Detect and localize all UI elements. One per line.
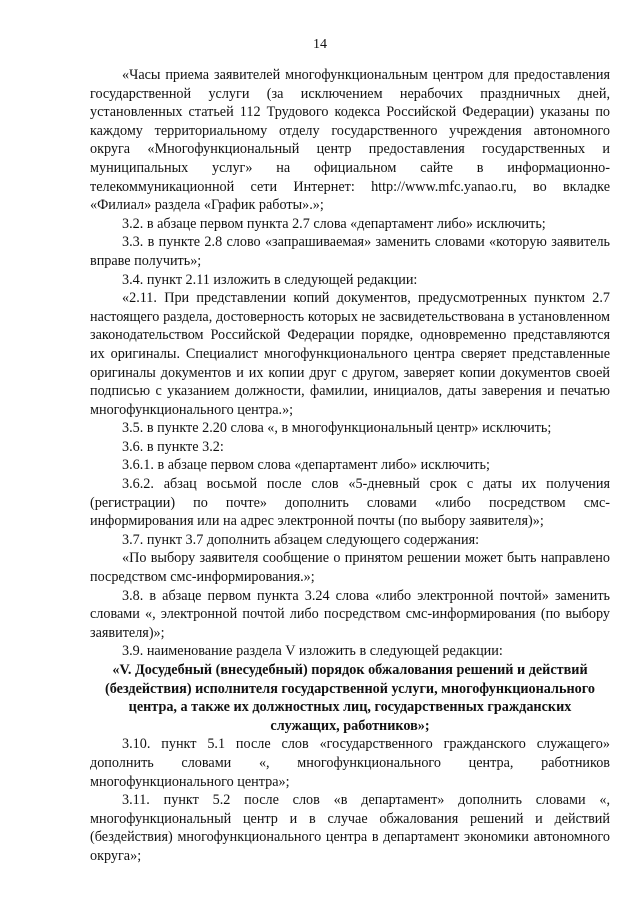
paragraph-3-6: 3.6. в пункте 3.2: bbox=[122, 438, 224, 455]
page-number: 14 bbox=[313, 37, 327, 52]
paragraph-3-11: 3.11. пункт 5.2 после слов «в департамент» дополнить словами «, многофункциональный центр и в случае обжалования решений и действий (бездействия) многофункционального центра в департамент экономики автономного округа»; bbox=[90, 792, 610, 864]
paragraph-3-4: 3.4. пункт 2.11 изложить в следующей редакции: bbox=[122, 271, 418, 288]
paragraph-3-3: 3.3. в пункте 2.8 слово «запрашиваемая» заменить словами «которую заявитель вправе получить»; bbox=[90, 234, 610, 269]
paragraph-3-8: 3.8. в абзаце первом пункта 3.24 слова «либо электронной почтой» заменить словами «, электронной почтой либо посредством смс-информирования (по выбору заявителя)»; bbox=[90, 587, 610, 641]
paragraph-3-6-2: 3.6.2. абзац восьмой после слов «5-дневный срок с даты их получения (регистрации) по почте» дополнить словами «либо посредством смс-информирования или на адрес электронной почты (по выбору заявителя)»; bbox=[90, 476, 610, 530]
paragraph-3-10: 3.10. пункт 5.1 после слов «государственного гражданского служащего» дополнить словами «, многофункционального центра, работников многофункционального центра»; bbox=[90, 736, 610, 790]
paragraph-2-11-text: «2.11. При представлении копий документов, предусмотренных пунктом 2.7 настоящего раздела, достоверность которых не засвидетельствована в установленном законодательством Российской Федерации порядке, одновременно представляются их оригиналы. Специалист многофункционального центра сверяет представленные оригиналы документов и их копии друг с другом, заверяет копии документов своей подписью с указанием должности, фамилии, инициалов, даты заверения и печатью многофункционального центра.»; bbox=[90, 290, 610, 418]
paragraph-3-6-1: 3.6.1. в абзаце первом слова «департамент либо» исключить; bbox=[122, 457, 490, 474]
section-v-heading: «V. Досудебный (внесудебный) порядок обжалования решений и действий (бездействия) исполнителя государственной услуги, многофункционального центра, а также их должностных лиц, государственных гражданских служащих, работников»; bbox=[105, 662, 595, 734]
paragraph-mfc-hours: «Часы приема заявителей многофункциональным центром для предоставления государственной услуги (за исключением нерабочих праздничных дней, установленных статьей 112 Трудового кодекса Российской Федерации) указаны по каждому территориальному отделу государственного учреждения автономного округа «Многофункциональный центр предоставления государственных и муниципальных услуг» на официальном сайте в информационно-телекоммуникационной сети Интернет: http://www.mfc.yanao.ru, во вкладке «Филиал» раздела «График работы».»; bbox=[90, 67, 610, 214]
paragraph-3-7-text: «По выбору заявителя сообщение о принятом решении может быть направлено посредством смс-информирования.»; bbox=[90, 550, 610, 586]
paragraph-3-2: 3.2. в абзаце первом пункта 2.7 слова «департамент либо» исключить; bbox=[122, 215, 546, 232]
paragraph-3-7: 3.7. пункт 3.7 дополнить абзацем следующего содержания: bbox=[122, 531, 480, 548]
paragraph-3-5: 3.5. в пункте 2.20 слова «, в многофункциональный центр» исключить; bbox=[122, 420, 552, 437]
document-body bbox=[90, 66, 610, 866]
paragraph-3-9: 3.9. наименование раздела V изложить в следующей редакции: bbox=[122, 643, 503, 660]
